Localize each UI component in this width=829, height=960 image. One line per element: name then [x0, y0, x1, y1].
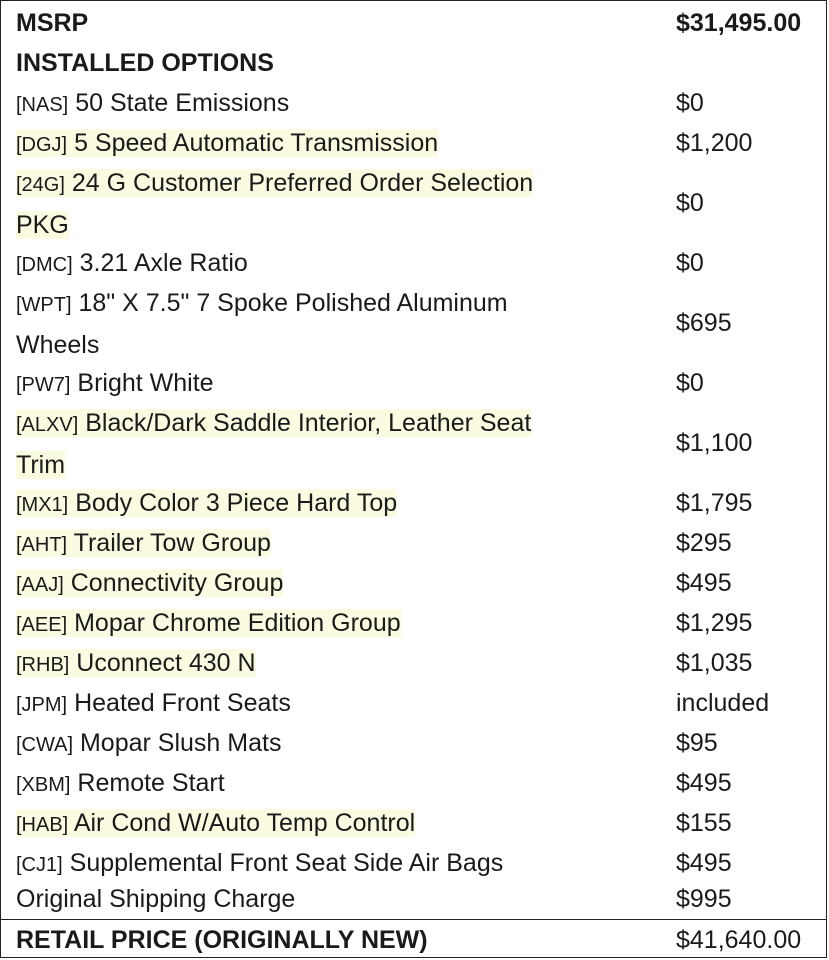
option-code: [AEE]: [16, 614, 68, 636]
option-row: [1, 243, 826, 283]
option-code: [CWA]: [16, 734, 74, 756]
options-heading-row: [1, 43, 826, 83]
option-name: Remote Start: [77, 769, 225, 797]
option-row: [1, 683, 826, 723]
option-row: [1, 83, 826, 123]
option-code: [AHT]: [16, 534, 68, 556]
msrp-value: $31,495.00: [676, 9, 802, 37]
option-code: [ALXV]: [16, 414, 79, 436]
option-code: [AAJ]: [16, 574, 64, 596]
option-name: 18" X 7.5" 7 Spoke Polished Aluminum: [78, 289, 508, 317]
option-row: [1, 803, 826, 843]
shipping-label: Original Shipping Charge: [16, 885, 296, 913]
option-price: $1,035: [676, 649, 753, 677]
option-row: [1, 563, 826, 603]
option-name: Uconnect 430 N: [76, 649, 256, 677]
option-price: $1,795: [676, 489, 753, 517]
option-price: $495: [676, 569, 732, 597]
option-price: $0: [676, 189, 704, 217]
option-price: $0: [676, 249, 704, 277]
option-name: Mopar Chrome Edition Group: [74, 609, 401, 637]
option-code: [XBM]: [16, 774, 71, 796]
option-name: Air Cond W/Auto Temp Control: [73, 809, 416, 837]
option-row: [1, 643, 826, 683]
option-price: $0: [676, 369, 704, 397]
option-name: Bright White: [77, 369, 214, 397]
option-name: Body Color 3 Piece Hard Top: [75, 489, 398, 517]
option-row: [1, 123, 826, 163]
option-row: [1, 363, 826, 403]
option-price: $155: [676, 809, 732, 837]
option-name: Black/Dark Saddle Interior, Leather Seat: [85, 409, 532, 437]
option-code: [JPM]: [16, 694, 68, 716]
option-price: $1,100: [676, 429, 753, 457]
option-code: [DMC]: [16, 254, 73, 276]
option-name: 5 Speed Automatic Transmission: [74, 129, 439, 157]
shipping-price: $995: [676, 885, 732, 913]
option-price: $495: [676, 769, 732, 797]
option-row: [1, 843, 826, 883]
option-price: $95: [676, 729, 718, 757]
option-row: [1, 523, 826, 563]
option-name: Supplemental Front Seat Side Air Bags: [69, 849, 504, 877]
option-row: [1, 723, 826, 763]
option-price: $1,200: [676, 129, 753, 157]
option-name: Trailer Tow Group: [73, 529, 271, 557]
option-price: $695: [676, 309, 732, 337]
option-row: [1, 163, 826, 243]
option-name-cont: Trim: [16, 451, 66, 479]
option-code: [MX1]: [16, 494, 69, 516]
option-price: $495: [676, 849, 732, 877]
total-row: [1, 919, 826, 960]
retail-price-label: RETAIL PRICE (ORIGINALLY NEW): [16, 926, 428, 954]
option-row: [1, 603, 826, 643]
option-row: [1, 763, 826, 803]
option-name: 3.21 Axle Ratio: [79, 249, 248, 277]
option-code: [DGJ]: [16, 134, 68, 156]
option-code: [24G]: [16, 174, 65, 196]
option-code: [PW7]: [16, 374, 71, 396]
retail-price-value: $41,640.00: [676, 926, 802, 954]
option-code: [NAS]: [16, 94, 69, 116]
option-price: included: [676, 689, 770, 717]
option-name: 24 G Customer Preferred Order Selection: [71, 169, 534, 197]
option-name: Connectivity Group: [70, 569, 284, 597]
option-name: Heated Front Seats: [74, 689, 291, 717]
option-code: [RHB]: [16, 654, 70, 676]
option-name: Mopar Slush Mats: [79, 729, 282, 757]
msrp-label: MSRP: [16, 9, 89, 37]
option-row: [1, 283, 826, 363]
shipping-row: [1, 879, 826, 919]
option-code: [HAB]: [16, 814, 69, 836]
msrp-row: [1, 3, 826, 43]
option-name: 50 State Emissions: [75, 89, 290, 117]
option-name-cont: Wheels: [16, 331, 100, 359]
option-name-cont: PKG: [16, 211, 69, 239]
option-price: $0: [676, 89, 704, 117]
option-price: $295: [676, 529, 732, 557]
option-row: [1, 483, 826, 523]
option-code: [WPT]: [16, 294, 72, 316]
option-code: [CJ1]: [16, 854, 63, 876]
option-price: $1,295: [676, 609, 753, 637]
options-heading: INSTALLED OPTIONS: [16, 49, 274, 77]
option-row: [1, 403, 826, 483]
